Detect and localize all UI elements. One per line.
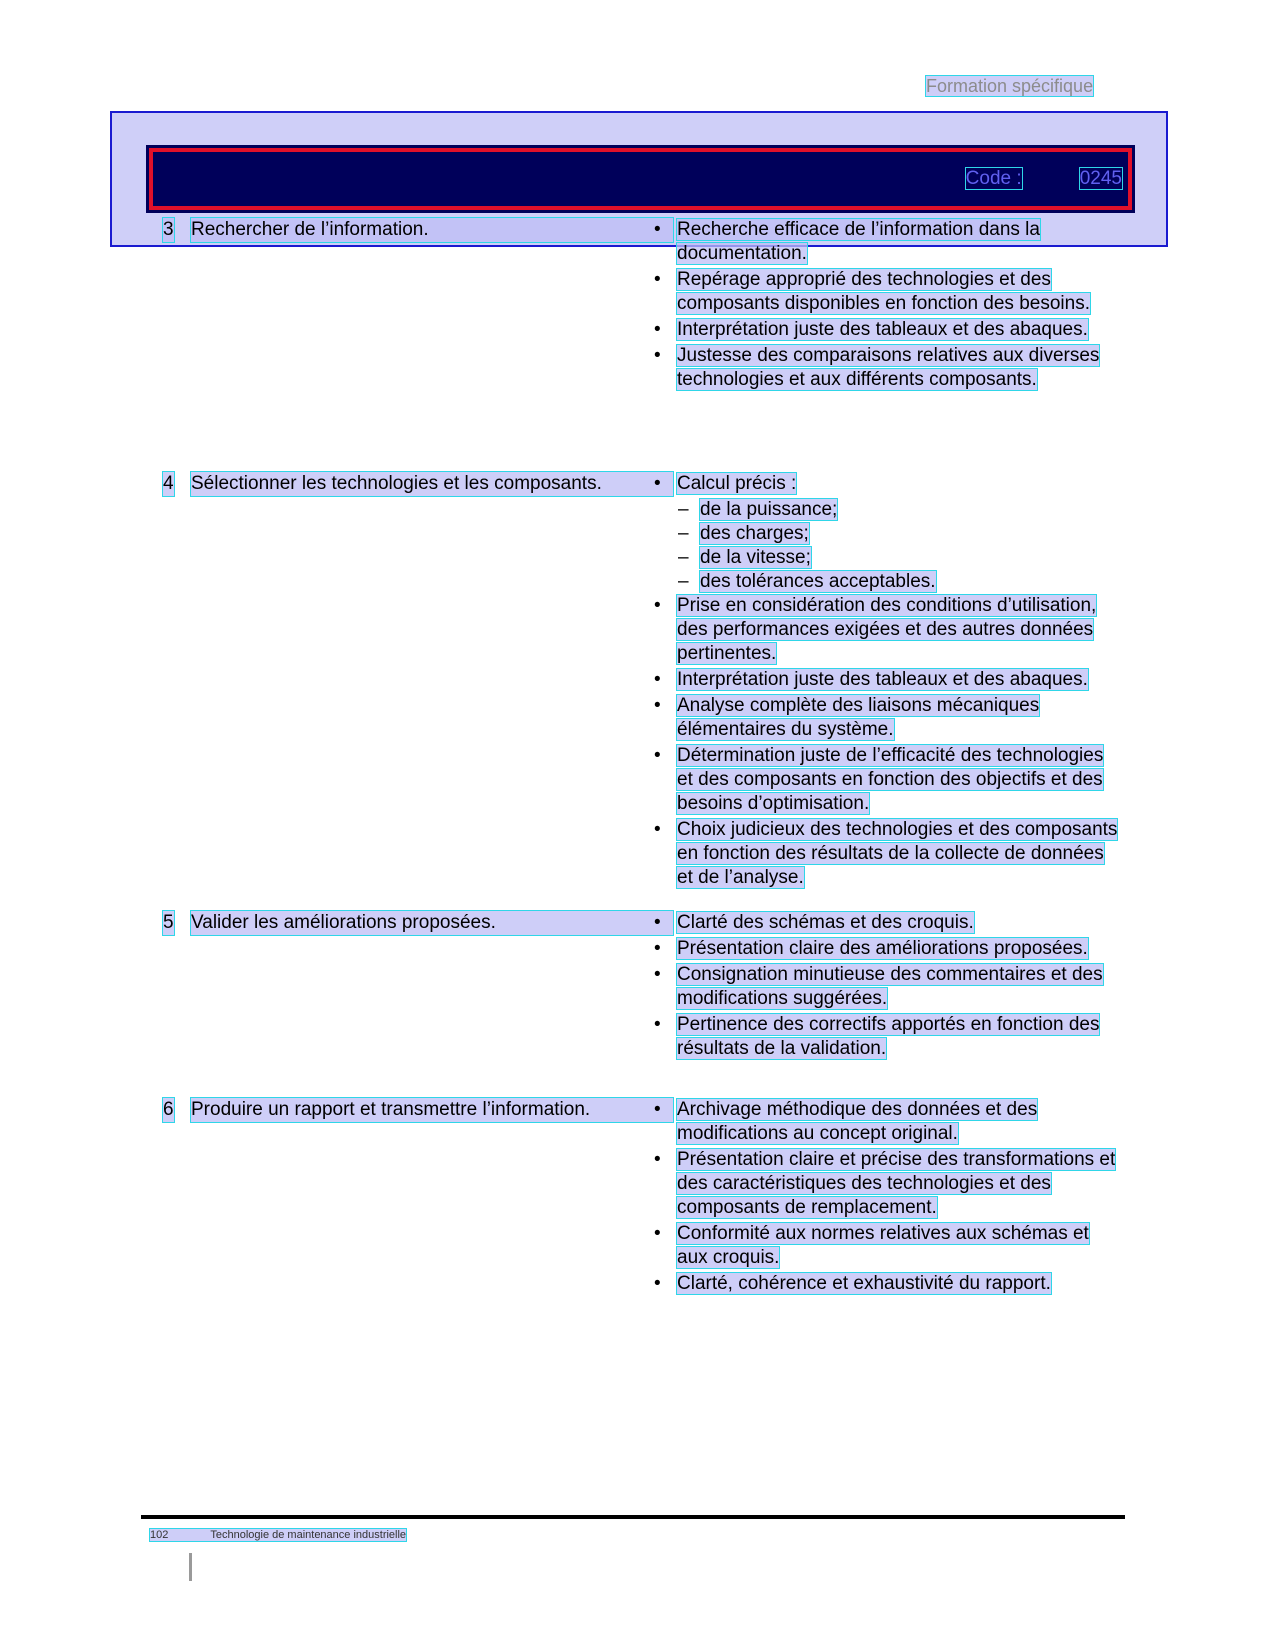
criterion-item [650, 1013, 1120, 1061]
criterion-text: Archivage méthodique des données et des modifications au concept original. [677, 1099, 1038, 1144]
bullet-icon: • [654, 938, 661, 959]
bullet-icon: • [654, 964, 661, 985]
criterion-item [650, 318, 1120, 342]
criterion-item [650, 594, 1120, 666]
criterion-text: Consignation minutieuse des commentaires et des modifications suggérées. [677, 964, 1103, 1009]
code-label-text: Code : [965, 168, 1022, 189]
criterion-text: Prise en considération des conditions d’utilisation, des performances exigées et des autres données pertinentes. [677, 595, 1097, 664]
criterion-text: Recherche efficace de l’information dans la documentation. [677, 219, 1040, 264]
criterion-item [650, 1098, 1120, 1146]
objective-4 [163, 472, 673, 496]
dash-icon: – [678, 547, 689, 568]
sub-criterion-text: des charges; [700, 523, 809, 544]
criteria-list [650, 472, 1120, 892]
criterion-item [650, 218, 1120, 266]
criterion-text: Pertinence des correctifs apportés en fonction des résultats de la validation. [677, 1014, 1100, 1059]
sub-criterion [650, 546, 1120, 570]
sub-criterion [650, 498, 1120, 522]
criterion-item [650, 472, 1120, 496]
objective-number: 5 [163, 912, 174, 933]
bullet-icon: • [654, 1099, 661, 1120]
criterion-text: Clarté, cohérence et exhaustivité du rapport. [677, 1273, 1051, 1294]
objective-5 [163, 911, 673, 935]
sub-criterion-text: de la vitesse; [700, 547, 811, 568]
criterion-text: Détermination juste de l’efficacité des technologies et des composants en fonction des objectifs et des besoins d’optimisation. [677, 745, 1104, 814]
criteria-list [650, 1098, 1120, 1298]
bullet-icon: • [654, 1149, 661, 1170]
sub-criterion-text: des tolérances acceptables. [700, 571, 936, 592]
objective-3 [163, 218, 673, 242]
objective-number: 6 [163, 1099, 174, 1120]
criterion-item [650, 818, 1120, 890]
running-head: Formation spécifique [926, 76, 1094, 96]
objective-text: Produire un rapport et transmettre l’information. [191, 1098, 673, 1122]
criterion-text: Présentation claire des améliorations proposées. [677, 938, 1088, 959]
objective-number: 3 [163, 219, 174, 240]
criterion-item [650, 937, 1120, 961]
bullet-icon: • [654, 269, 661, 290]
sub-criterion [650, 522, 1120, 546]
sub-criterion [650, 570, 1120, 594]
objective-text: Sélectionner les technologies et les composants. [191, 472, 673, 496]
bullet-icon: • [654, 319, 661, 340]
criterion-text: Clarté des schémas et des croquis. [677, 912, 974, 933]
code-label [966, 168, 1122, 190]
objective-6 [163, 1098, 673, 1122]
objective-number: 4 [163, 473, 174, 494]
code-value: 0245 [1079, 168, 1122, 189]
criterion-text: Choix judicieux des technologies et des composants en fonction des résultats de la collecte de données et de l’analyse. [677, 819, 1118, 888]
bullet-icon: • [654, 345, 661, 366]
bullet-icon: • [654, 912, 661, 933]
objective-text: Rechercher de l’information. [191, 218, 673, 242]
criteria-list [650, 911, 1120, 1063]
bullet-icon: • [654, 669, 661, 690]
bullet-icon: • [654, 819, 661, 840]
bullet-icon: • [654, 1273, 661, 1294]
criterion-item [650, 1222, 1120, 1270]
footer [150, 1529, 406, 1541]
footer-title: Technologie de maintenance industrielle [210, 1529, 407, 1541]
criterion-item [650, 268, 1120, 316]
criterion-item [650, 1272, 1120, 1296]
criterion-item [650, 668, 1120, 692]
dash-icon: – [678, 499, 689, 520]
bullet-icon: • [654, 695, 661, 716]
criterion-item [650, 744, 1120, 816]
footer-mark [189, 1553, 192, 1581]
bullet-icon: • [654, 595, 661, 616]
criterion-text: Repérage approprié des technologies et des composants disponibles en fonction des besoins. [677, 269, 1090, 314]
criterion-text: Analyse complète des liaisons mécaniques élémentaires du système. [677, 695, 1040, 740]
objective-text: Valider les améliorations proposées. [191, 911, 673, 935]
criterion-item [650, 344, 1120, 392]
bullet-icon: • [654, 745, 661, 766]
page-number: 102 [150, 1529, 169, 1541]
criteria-list [650, 218, 1120, 394]
criterion-text: Justesse des comparaisons relatives aux diverses technologies et aux différents composants. [677, 345, 1100, 390]
bullet-icon: • [654, 1014, 661, 1035]
criterion-text: Calcul précis : [677, 473, 797, 494]
criterion-text: Interprétation juste des tableaux et des abaques. [677, 319, 1088, 340]
criterion-item [650, 1148, 1120, 1220]
criterion-text: Conformité aux normes relatives aux schémas et aux croquis. [677, 1223, 1089, 1268]
criterion-item [650, 963, 1120, 1011]
dash-icon: – [678, 523, 689, 544]
bullet-icon: • [654, 473, 661, 494]
footer-rule [141, 1515, 1125, 1519]
sub-criterion-text: de la puissance; [700, 499, 838, 520]
bullet-icon: • [654, 219, 661, 240]
criterion-text: Interprétation juste des tableaux et des abaques. [677, 669, 1088, 690]
dash-icon: – [678, 571, 689, 592]
bullet-icon: • [654, 1223, 661, 1244]
criterion-text: Présentation claire et précise des transformations et des caractéristiques des technologies et des composants de remplacement. [677, 1149, 1116, 1218]
criterion-item [650, 694, 1120, 742]
criterion-item [650, 911, 1120, 935]
code-bar [149, 148, 1132, 210]
